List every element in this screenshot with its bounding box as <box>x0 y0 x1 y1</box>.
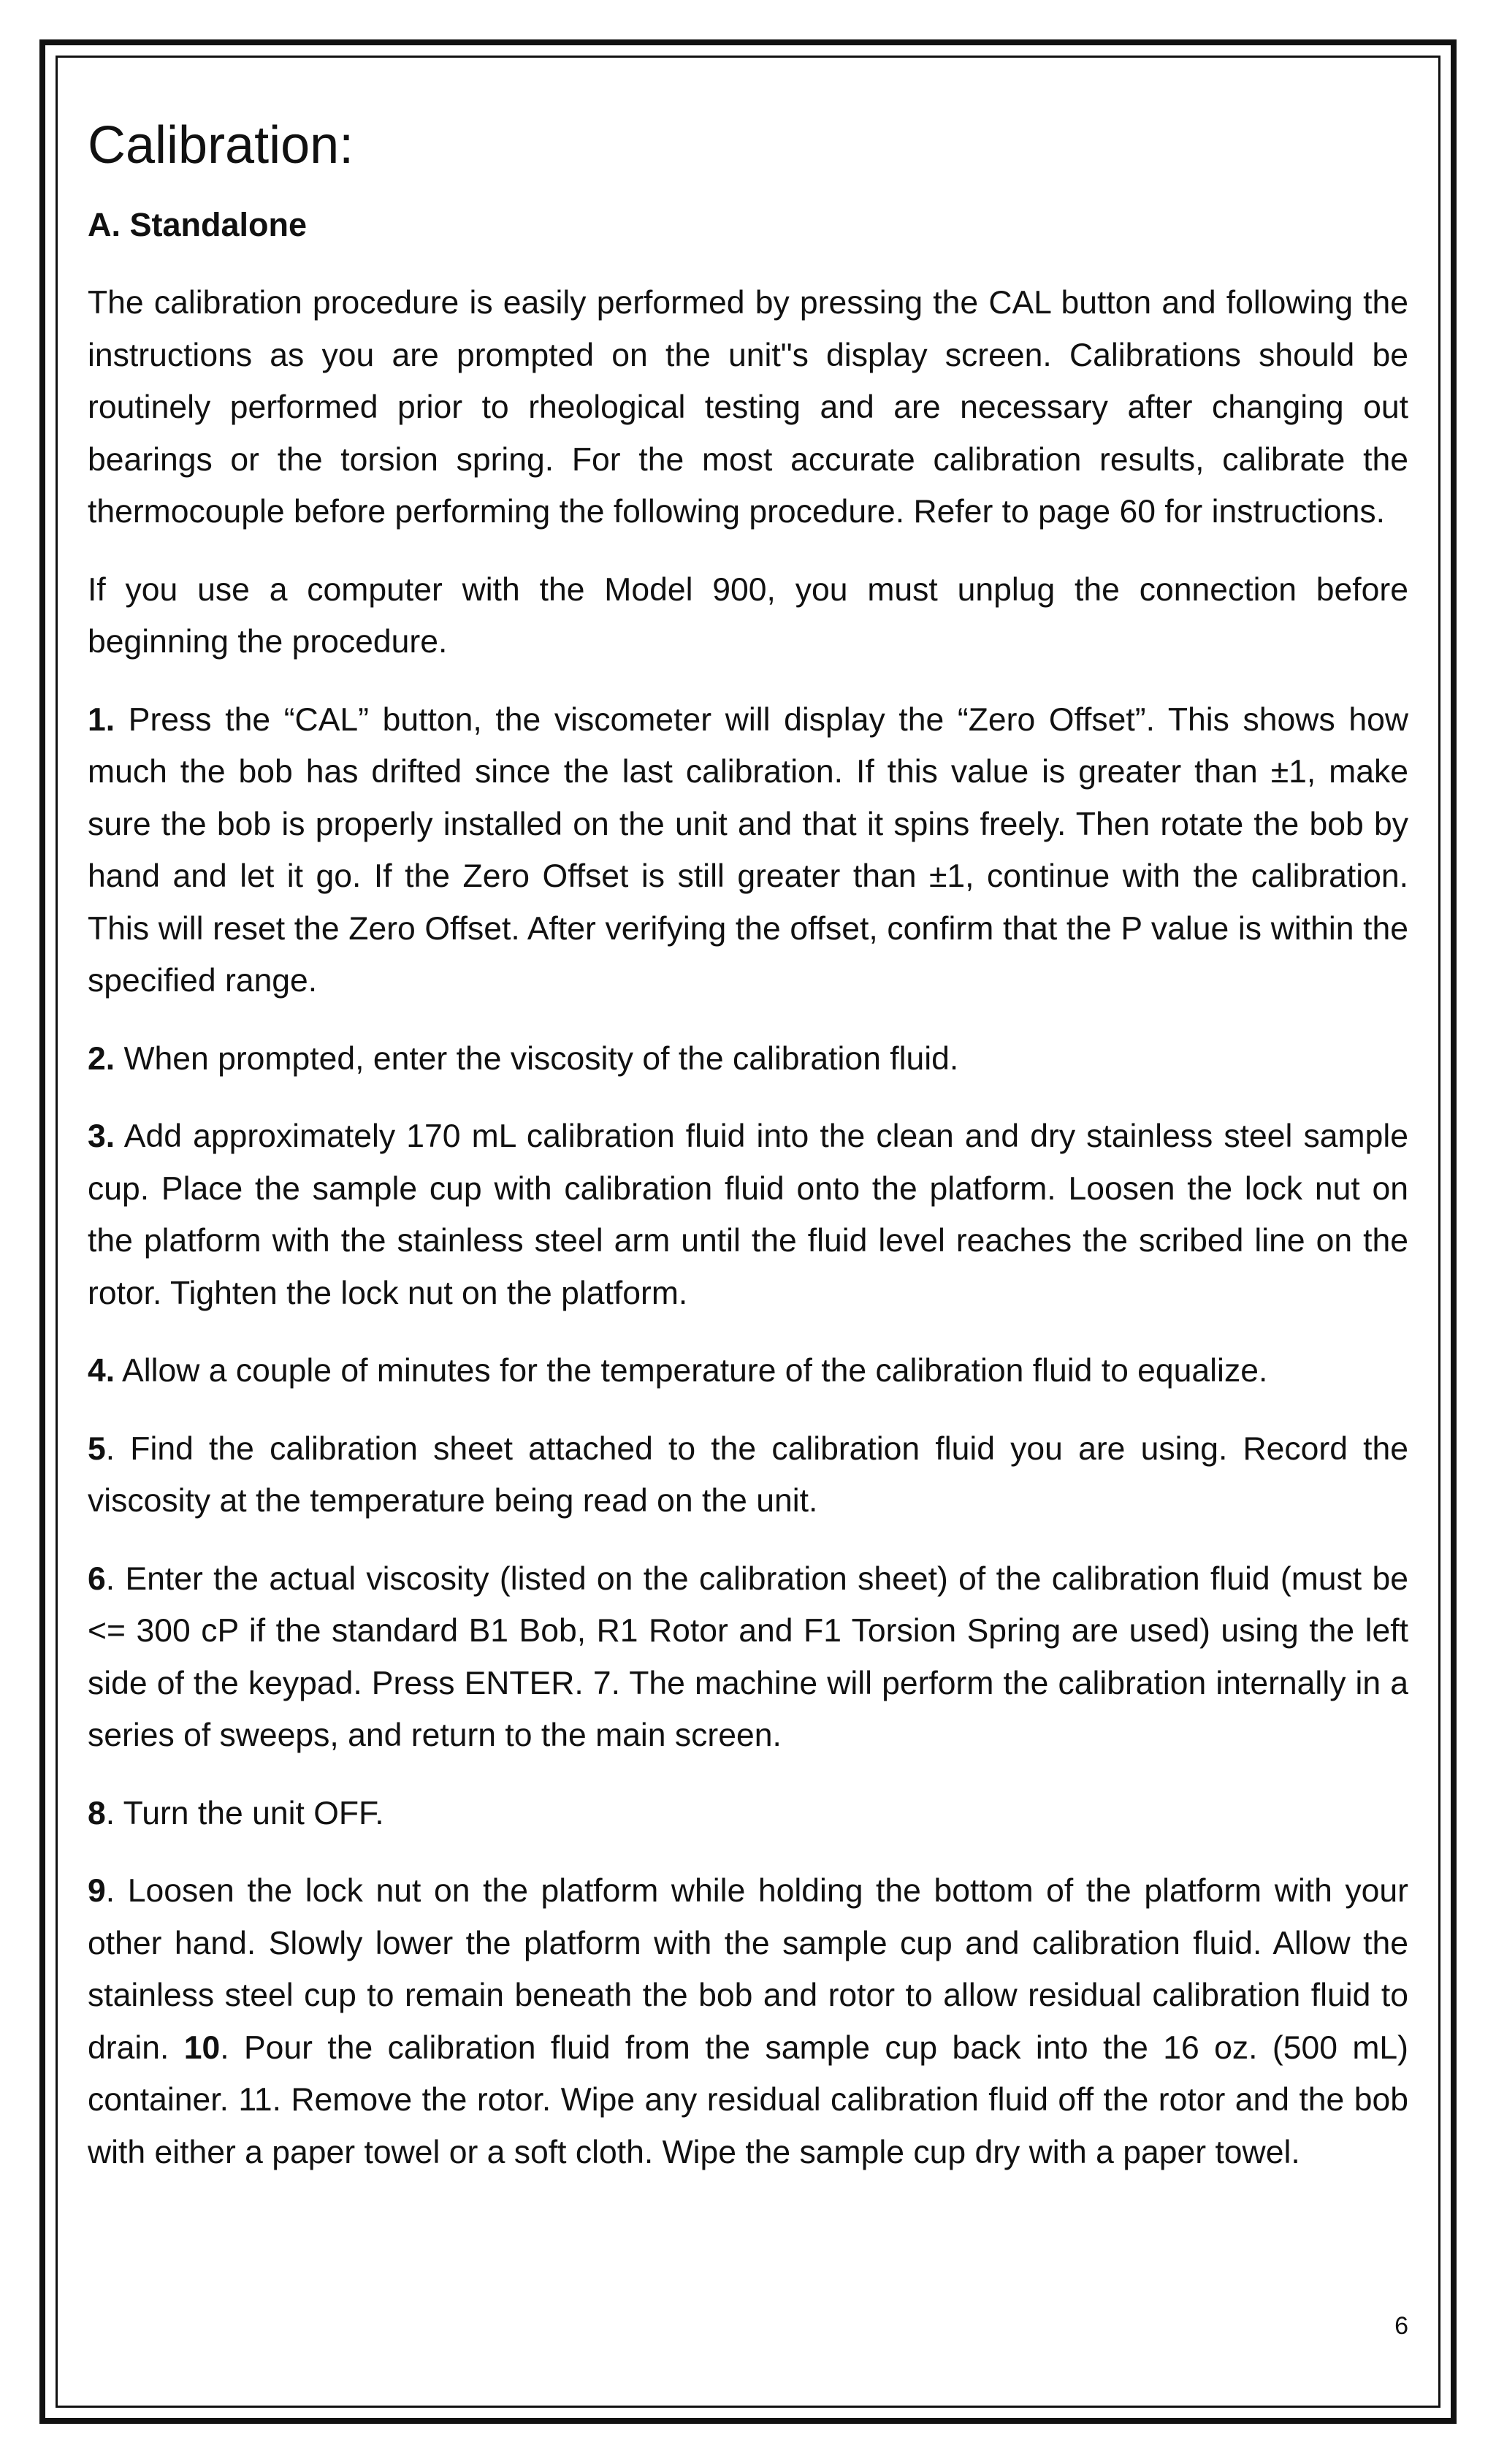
step-text: Add approximately 170 mL calibration fluid into the clean and dry stainless steel sample cup. Place the sample cup with calibration fluid onto the platform. Loosen the lock nut on the platform with the stainless steel arm until the fluid level reaches the scribed line on the rotor. Tighten the lock nut on the platform. <box>88 1118 1408 1311</box>
step-number: 8 <box>88 1795 106 1831</box>
step-number: 6 <box>88 1560 106 1597</box>
step-number: 2. <box>88 1040 115 1077</box>
intro-paragraph: The calibration procedure is easily performed by pressing the CAL button and following the instructions as you are prompted on the unit"s display screen. Calibrations should be routinely performed prior to rheological testing and are necessary after changing out bearings or the torsion spring. For the most accurate calibration results, calibrate the thermocouple before performing the following procedure. Refer to page 60 for instructions. <box>88 285 1408 530</box>
step-text: Allow a couple of minutes for the temperature of the calibration fluid to equalize. <box>115 1353 1268 1389</box>
section-heading: A. Standalone <box>88 206 308 244</box>
step-9 <box>88 1865 1408 2178</box>
step-number: 9 <box>88 1873 106 1910</box>
step-text: . Pour the calibration fluid from the sample cup back into the 16 oz. (500 mL) container. 11. Remove the rotor. Wipe any residual calibration fluid off the rotor and the bob with either a paper towel or a soft cloth. Wipe the sample cup dry with a paper towel. <box>88 2029 1409 2170</box>
intro-paragraph: If you use a computer with the Model 900, you must unplug the connection before beginning the procedure. <box>88 571 1408 660</box>
step-text: When prompted, enter the viscosity of the calibration fluid. <box>115 1040 959 1077</box>
step-number: 5 <box>88 1430 106 1467</box>
document-content <box>88 117 1408 2204</box>
step-5 <box>88 1423 1408 1527</box>
step-8 <box>88 1788 1408 1840</box>
step-number: 3. <box>88 1118 115 1155</box>
step-text: . Find the calibration sheet attached to the calibration fluid you are using. Record the viscosity at the temperature being read on the unit. <box>88 1430 1408 1519</box>
page-number: 6 <box>1394 2312 1408 2340</box>
step-1 <box>88 694 1408 1007</box>
step-text: Press the “CAL” button, the viscometer will display the “Zero Offset”. This shows how much the bob has drifted since the last calibration. If this value is greater than ±1, make sure the bob is properly installed on the unit and that it spins freely. Then rotate the bob by hand and let it go. If the Zero Offset is still greater than ±1, continue with the calibration. This will reset the Zero Offset. After verifying the offset, confirm that the P value is within the specified range. <box>88 701 1408 999</box>
step-text: . Turn the unit OFF. <box>105 1795 384 1831</box>
page-title: Calibration: <box>88 116 354 175</box>
step-3 <box>88 1110 1408 1319</box>
step-text: . Enter the actual viscosity (listed on the calibration sheet) of the calibration fluid (must be <= 300 cP if the standard B1 Bob, R1 Rotor and F1 Torsion Spring are used) using the left side of the keypad. Press ENTER. 7. The machine will perform the calibration internally in a series of sweeps, and return to the main screen. <box>88 1560 1408 1754</box>
step-4 <box>88 1345 1408 1397</box>
step-6 <box>88 1553 1408 1762</box>
step-number: 1. <box>88 701 115 738</box>
step-number: 4. <box>88 1353 115 1389</box>
step-number: 10 <box>183 2029 221 2066</box>
step-2 <box>88 1033 1408 1086</box>
step-text: . Loosen the lock nut on the platform while holding the bottom of the platform with your other hand. Slowly lower the platform with the sample cup and calibration fluid. Allow the stainless steel cup to remain beneath the bob and rotor to allow residual calibration fluid to drain. <box>88 1873 1408 2066</box>
